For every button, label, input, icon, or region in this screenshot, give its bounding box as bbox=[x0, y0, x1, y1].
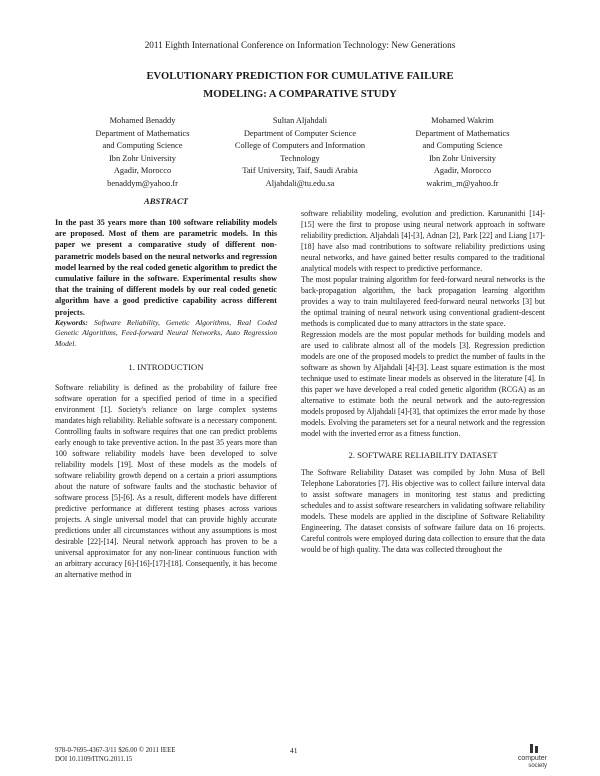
paragraph: The most popular training algorithm for feed-forward neural networks is the back-propagation algorithm, the back propagation learning algorithm provides a way to train multilayered feed-forward neural networks [3] but the optimal training of neural network using conventional gradient-descent methods is complicated due to many attractors in the state space. bbox=[301, 275, 545, 328]
svg-text:society: society bbox=[528, 763, 547, 769]
author-location: Agadir, Morocco bbox=[113, 166, 172, 176]
author-location: Taif University, Taif, Saudi Arabia bbox=[242, 166, 358, 176]
right-column bbox=[301, 208, 545, 555]
author-dept: Department of Mathematics bbox=[95, 128, 190, 138]
author-block-1 bbox=[60, 115, 225, 191]
author-dept-2: and Computing Science bbox=[422, 141, 503, 151]
keywords-label: Keywords: bbox=[55, 317, 88, 327]
author-name: Mohamed Wakrim bbox=[431, 116, 494, 125]
title-line-1: EVOLUTIONARY PREDICTION FOR CUMULATIVE FAILURE bbox=[146, 71, 454, 82]
introduction-text: Software reliability is defined as the probability of failure free software operation for a specified period of time in a specified environment [1]. Society's reliance on large complex systems mandates high reliability. Reliable software is a necessary component. Controlling faults in software requires that one can predict problems early enough to take preventive action. In the past 35 years more than 100 software reliability models have been developed to solve reliability models [19]. Most of these models as the models of software reliability growth depend on a certain a priori assumptions about the nature of software faults and the stochastic behavior of software process [5]-[6]. As a result, different models have different predictive performance at different testing phases across various projects. A single universal model that can provide highly accurate predictions under all circumstances without any assumptions is most desirable [22]-[14]. Neural network approach has proven to be a universal approximator for any non-linear continuous function with an arbitrary accuracy [6]-[16]-[17]-[18]. Consequently, it has become an alternative method in bbox=[55, 383, 277, 580]
author-dept: Department of Mathematics bbox=[415, 128, 510, 138]
page-number: 41 bbox=[290, 746, 298, 755]
title-line-2: MODELING: A COMPARATIVE STUDY bbox=[203, 89, 397, 100]
computer-society-logo bbox=[506, 743, 548, 769]
author-email: wakrim_m@yahoo.fr bbox=[426, 178, 499, 188]
conference-header: 2011 Eighth International Conference on Information Technology: New Generations bbox=[144, 40, 456, 50]
author-dept-2: and Computing Science bbox=[102, 141, 183, 151]
author-email: benaddym@yahoo.fr bbox=[107, 178, 178, 188]
svg-text:computer: computer bbox=[517, 755, 547, 762]
author-email: Aljahdali@tu.edu.sa bbox=[265, 178, 335, 188]
paper-title bbox=[60, 68, 540, 104]
author-name: Mohamed Benaddy bbox=[109, 116, 176, 125]
footer-isbn: 978-0-7695-4367-3/11 $26.00 © 2011 IEEE bbox=[55, 747, 176, 754]
paragraph: Regression models are the most popular methods for building models and are used to calibrate almost all of the models [3]. Regression prediction models are one of the proposed models to predict the number of faults in the software as shown by Aljahdali [4]-[3]. Least square estimation is the most technique used to estimate linear models as observed in the literature [4]. In this paper we have developed a real coded genetic algorithm (RCGA) as an alternative to estimate both the neural network and the auto-regression models proposed by Aljahdali [4]-[3], that optimizes the error made by those models. Evolving the parameters set for a neural network and the regression model with the inverted error as a fitness function. bbox=[301, 330, 545, 438]
footer-copyright bbox=[55, 746, 175, 764]
section-heading-introduction: 1. INTRODUCTION bbox=[128, 362, 204, 373]
abstract-heading: ABSTRACT bbox=[144, 196, 188, 206]
keywords-text: Software Reliability, Genetic Algorithms, Real Coded Genetic Algorithms, Feed-forward Neural Networks, Auto Regression Model. bbox=[55, 317, 277, 348]
footer-doi: DOI 10.1109/ITNG.2011.15 bbox=[55, 756, 133, 763]
paragraph: software reliability modeling, evolution and prediction. Karunanithi [14]-[15] were the first to propose using neural network approach in software reliability prediction. Aljahdali [4]-[3], Adnan [2], Park [22] and Liang [17]-[18] have also mad contributions to software reliability predictions using neural networks, and have gained better results compared to the traditional analytical models with respect to predictive performance. bbox=[301, 209, 545, 273]
author-block-2 bbox=[215, 115, 385, 191]
left-column bbox=[55, 196, 277, 580]
author-block-3 bbox=[380, 115, 545, 191]
author-name: Sultan Aljahdali bbox=[272, 116, 328, 125]
author-university: Ibn Zohr University bbox=[109, 153, 176, 163]
author-location: Agadir, Morocco bbox=[433, 166, 492, 176]
paragraph: The Software Reliability Dataset was compiled by John Musa of Bell Telephone Laboratories [7]. His objective was to collect failure interval data to assist software managers in monitoring test status and predicting schedules and to assist software researchers in validating software reliability models. These models are applied in the discipline of Software Reliability Engineering. The dataset consists of software failure data on 16 projects. Careful controls were employed during data collection to ensure that the data would be of high quality. The data was collected throughout the bbox=[301, 468, 545, 554]
author-dept: Department of Computer Science bbox=[243, 128, 357, 138]
author-university: Ibn Zohr University bbox=[429, 153, 496, 163]
abstract-text: In the past 35 years more than 100 software reliability models are proposed. Most of them are parametric models. In this paper we present a comparative study of different non-parametric models based on the neural networks and regression model learned by the real coded genetic algorithm to predict the cumulative failure in the software. Experimental results show that the training of different models by our real coded genetic algorithm have a good predictive capability across different projects. bbox=[55, 218, 277, 317]
author-dept-3: Technology bbox=[280, 153, 320, 163]
keywords bbox=[55, 318, 277, 350]
section-heading-dataset: 2. SOFTWARE RELIABILITY DATASET bbox=[348, 450, 498, 460]
author-dept-2: College of Computers and Information bbox=[234, 141, 366, 151]
